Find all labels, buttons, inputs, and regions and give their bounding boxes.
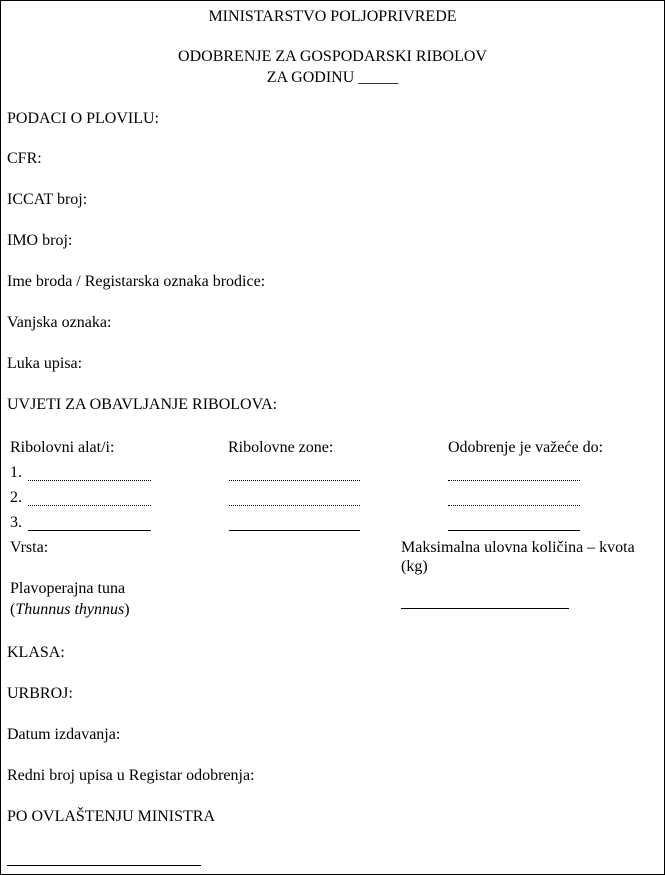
zones-column-header: Ribolovne zone:: [228, 439, 334, 456]
conditions-heading: UVJETI ZA OBAVLJANJE RIBOLOVA:: [7, 396, 278, 413]
row-number-2: 2.: [10, 489, 22, 506]
quota-label: Maksimalna ulovna količina – kvota (kg): [401, 539, 635, 575]
zones-line-1[interactable]: [229, 480, 360, 481]
species-label: Vrsta:: [10, 539, 49, 556]
valid-line-2[interactable]: [448, 505, 580, 506]
gear-column-header: Ribolovni alat/i:: [10, 439, 115, 456]
gear-line-2[interactable]: [28, 505, 151, 506]
species-latin-name: Thunnus thynnus: [15, 601, 125, 618]
cfr-label: CFR:: [7, 150, 42, 167]
row-number-1: 1.: [10, 464, 22, 481]
row-number-3: 3.: [10, 514, 22, 531]
urbroj-label: URBROJ:: [7, 685, 73, 702]
species-latin: (Thunnus thynnus): [10, 601, 130, 618]
species-name: Plavoperajna tuna: [10, 580, 126, 597]
valid-line-1[interactable]: [448, 480, 580, 481]
vessel-heading: PODACI O PLOVILU:: [7, 110, 159, 127]
zones-line-2[interactable]: [229, 505, 360, 506]
imo-label: IMO broj:: [7, 232, 73, 249]
port-label: Luka upisa:: [7, 355, 83, 372]
external-marking-label: Vanjska oznaka:: [7, 314, 112, 331]
gear-line-3[interactable]: [28, 530, 151, 531]
form-title: ODOBRENJE ZA GOSPODARSKI RIBOLOV: [178, 48, 487, 65]
issue-date-label: Datum izdavanja:: [7, 726, 121, 743]
iccat-label: ICCAT broj:: [7, 191, 88, 208]
vessel-name-label: Ime broda / Registarska oznaka brodice:: [7, 273, 266, 290]
form-year: ZA GODINU _____: [266, 69, 399, 86]
valid-line-3[interactable]: [448, 530, 580, 531]
register-number-label: Redni broj upisa u Registar odobrenja:: [7, 767, 255, 784]
gear-line-1[interactable]: [28, 480, 151, 481]
zones-line-3[interactable]: [229, 530, 360, 531]
authority-label: PO OVLAŠTENJU MINISTRA: [7, 808, 216, 825]
quota-line[interactable]: [401, 608, 569, 609]
signature-line[interactable]: [7, 865, 201, 866]
klasa-label: KLASA:: [7, 644, 65, 661]
valid-column-header: Odobrenje je važeće do:: [448, 439, 604, 456]
ministry-name: MINISTARSTVO POLJOPRIVREDE: [208, 8, 457, 25]
